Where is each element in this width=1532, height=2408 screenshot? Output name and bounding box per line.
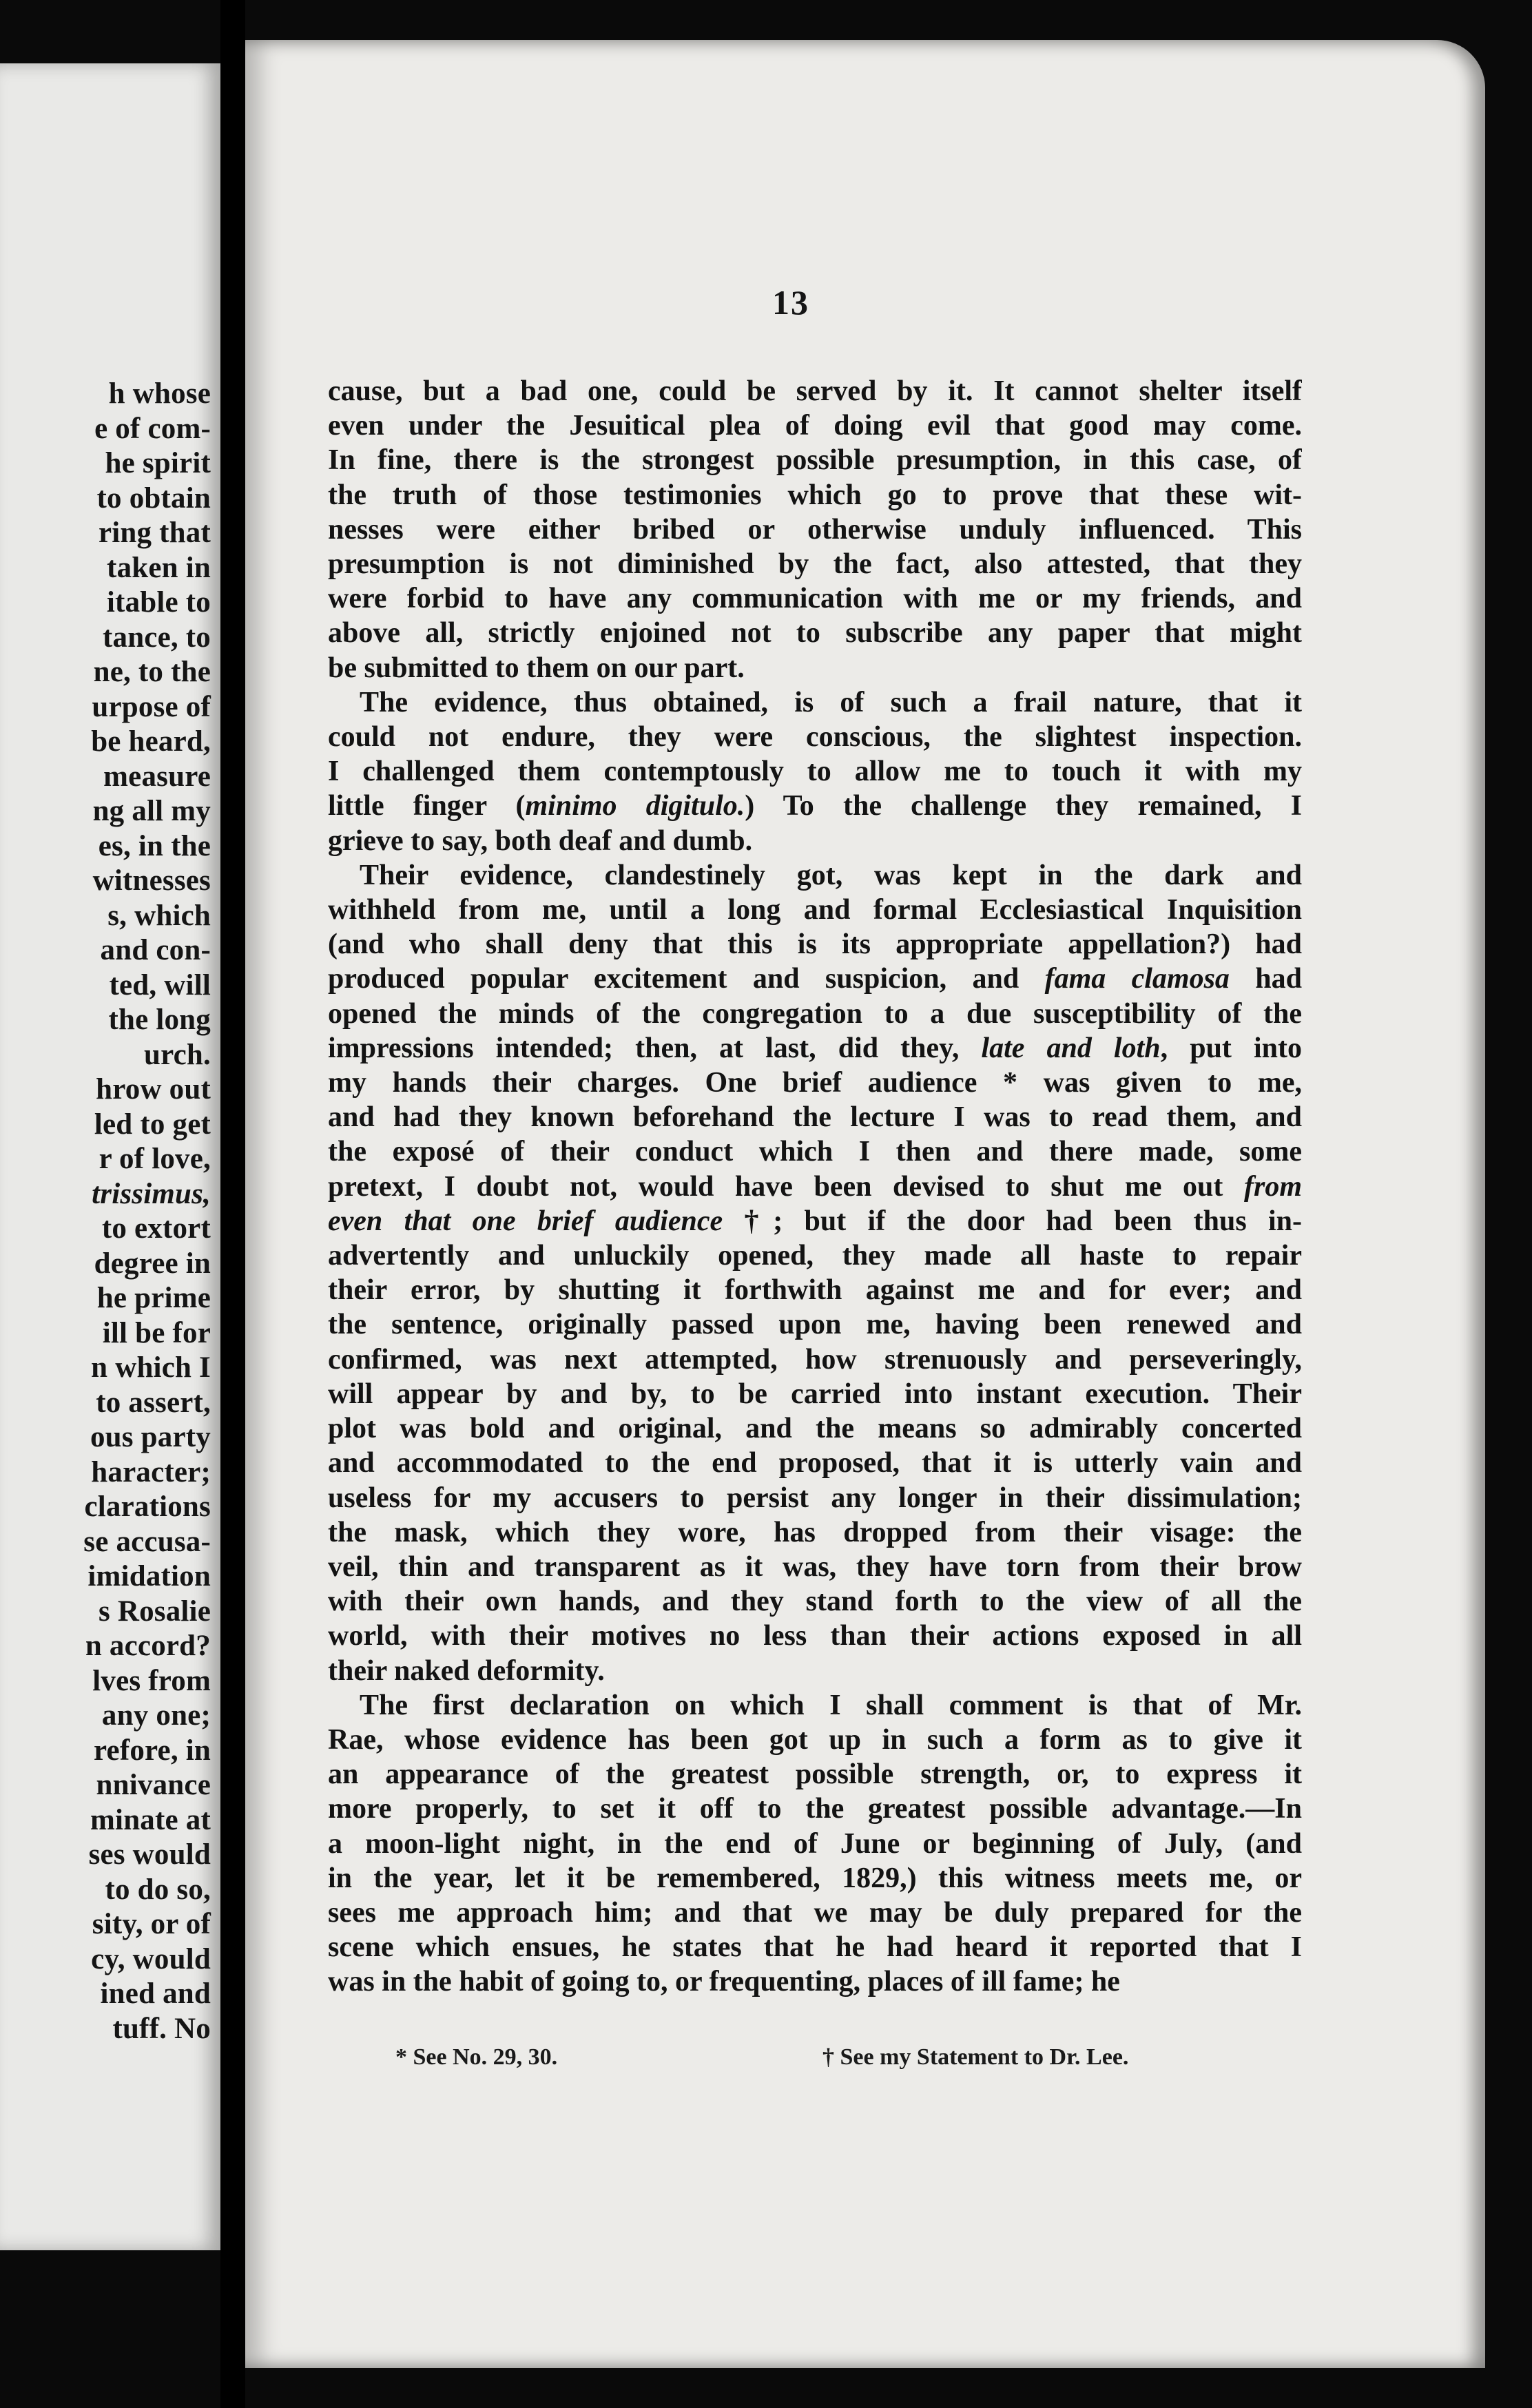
text-line: and had they known beforehand the lecture I was to read them, and bbox=[328, 1101, 1302, 1134]
text-line: their naked deformity. bbox=[328, 1654, 605, 1687]
text-line: plot was bold and original, and the means so admirably concerted bbox=[328, 1413, 1302, 1445]
text-line: nesses were either bribed or otherwise unduly influenced. This bbox=[328, 513, 1302, 546]
text-line: with their own hands, and they stand forth to the view of all the bbox=[328, 1586, 1302, 1618]
text-line: was in the habit of going to, or frequenting, places of ill fame; he bbox=[328, 1966, 1120, 1998]
text-line: Rae, whose evidence has been got up in such a form as to give it bbox=[328, 1723, 1302, 1756]
facing-page-line: hrow out bbox=[96, 1073, 211, 1106]
facing-page-line: to obtain bbox=[96, 481, 211, 515]
paragraph bbox=[328, 685, 1302, 858]
facing-page-fragment bbox=[0, 63, 220, 2250]
facing-page-line: haracter; bbox=[91, 1455, 211, 1488]
facing-page-line: be heard, bbox=[91, 725, 211, 758]
facing-page-line: cy, would bbox=[91, 1942, 211, 1975]
text-line: useless for my accusers to persist any longer in their dissimulation; bbox=[328, 1482, 1302, 1514]
facing-page-line: degree in bbox=[94, 1247, 211, 1280]
text-line: presumption is not diminished by the fact, also attested, that they bbox=[328, 548, 1302, 581]
text-line: Their evidence, clandestinely got, was kept in the dark and bbox=[360, 859, 1302, 891]
facing-page-line: tance, to bbox=[102, 621, 211, 654]
text-line: even under the Jesuitical plea of doing evil that good may come. bbox=[328, 410, 1302, 442]
text-line: the truth of those testimonies which go to prove that these wit- bbox=[328, 479, 1302, 511]
facing-page-line: s Rosalie bbox=[98, 1595, 211, 1628]
facing-page-line: sity, or of bbox=[92, 1908, 211, 1940]
text-line: even that one brief audience †; but if the door had been thus in- bbox=[328, 1205, 1302, 1237]
text-line: scene which ensues, he states that he had heard it reported that I bbox=[328, 1931, 1302, 1964]
facing-page-line: measure bbox=[103, 760, 211, 793]
paragraph bbox=[328, 858, 1302, 1688]
text-line: in the year, let it be remembered, 1829,) this witness meets me, or bbox=[328, 1862, 1302, 1894]
text-line: impressions intended; then, at last, did they, late and loth, put into bbox=[328, 1032, 1302, 1064]
text-line: In fine, there is the strongest possible presumption, in this case, of bbox=[328, 444, 1302, 477]
facing-page-line: n which I bbox=[91, 1351, 211, 1384]
facing-page-line: ined and bbox=[100, 1978, 211, 2010]
text-line: the mask, which they wore, has dropped from their visage: the bbox=[328, 1516, 1302, 1548]
text-line: and accommodated to the end proposed, that it is utterly vain and bbox=[328, 1447, 1302, 1480]
facing-page-line: r of love, bbox=[99, 1143, 211, 1175]
text-line: I challenged them contemptously to allow me to touch it with my bbox=[328, 756, 1302, 788]
facing-page-line: ng all my bbox=[92, 795, 211, 827]
facing-page-line: es, in the bbox=[98, 829, 211, 862]
facing-page-line: ring that bbox=[98, 517, 211, 549]
facing-page-line: se accusa- bbox=[83, 1525, 211, 1558]
footnote-see-no: * See No. 29, 30. bbox=[395, 2044, 558, 2070]
facing-page-line: tuff. No bbox=[112, 2012, 211, 2045]
facing-page-line: itable to bbox=[106, 586, 211, 619]
text-line: above all, strictly enjoined not to subscribe any paper that might bbox=[328, 617, 1302, 650]
text-line: confirmed, was next attempted, how strenuously and perseveringly, bbox=[328, 1343, 1302, 1376]
text-line: withheld from me, until a long and formal Ecclesiastical Inquisition bbox=[328, 894, 1302, 926]
text-line: The evidence, thus obtained, is of such a frail nature, that it bbox=[360, 686, 1302, 718]
facing-page-line: imidation bbox=[87, 1560, 211, 1592]
text-line: the sentence, originally passed upon me, having been renewed and bbox=[328, 1309, 1302, 1341]
facing-page-line: nnivance bbox=[96, 1769, 211, 1801]
text-line: produced popular excitement and suspicion, and fama clamosa had bbox=[328, 963, 1302, 995]
facing-page-line: minate at bbox=[90, 1803, 211, 1836]
text-line: opened the minds of the congregation to a due susceptibility of the bbox=[328, 997, 1302, 1030]
paragraph bbox=[328, 1688, 1302, 2000]
facing-page-line: n accord? bbox=[85, 1630, 211, 1662]
facing-page-line: lves from bbox=[92, 1664, 211, 1697]
facing-page-line: and con- bbox=[100, 934, 211, 966]
facing-page-line: refore, in bbox=[94, 1734, 211, 1767]
facing-page-line: ted, will bbox=[109, 968, 211, 1001]
book-gutter bbox=[220, 0, 245, 2408]
body-text bbox=[328, 374, 1302, 2000]
facing-page-line: to do so, bbox=[105, 1873, 211, 1906]
text-line: more properly, to set it off to the greatest possible advantage.—In bbox=[328, 1793, 1302, 1825]
text-line: were forbid to have any communication with me or my friends, and bbox=[328, 583, 1302, 615]
facing-page-line: ne, to the bbox=[93, 656, 211, 688]
facing-page-line: s, which bbox=[107, 899, 211, 932]
text-line: pretext, I doubt not, would have been devised to shut me out from bbox=[328, 1170, 1302, 1203]
facing-page-line: he spirit bbox=[105, 447, 211, 479]
text-line: The first declaration on which I shall comment is that of Mr. bbox=[360, 1689, 1302, 1721]
facing-page-line: clarations bbox=[84, 1491, 211, 1523]
facing-page-line: e of com- bbox=[94, 412, 211, 445]
text-line: an appearance of the greatest possible strength, or, to express it bbox=[328, 1758, 1302, 1791]
text-line: world, with their motives no less than their actions exposed in all bbox=[328, 1620, 1302, 1652]
text-line: sees me approach him; and that we may be duly prepared for the bbox=[328, 1896, 1302, 1929]
facing-page-line: ses would bbox=[88, 1838, 211, 1871]
facing-page-line: taken in bbox=[107, 551, 211, 584]
facing-page-line: to assert, bbox=[96, 1386, 211, 1419]
facing-page-line: h whose bbox=[108, 377, 211, 410]
facing-page-line: ous party bbox=[90, 1421, 211, 1453]
facing-page-line: any one; bbox=[101, 1699, 211, 1732]
text-line: advertently and unluckily opened, they made all haste to repair bbox=[328, 1240, 1302, 1272]
footnote-statement: † See my Statement to Dr. Lee. bbox=[822, 2044, 1129, 2070]
text-line: their error, by shutting it forthwith against me and for ever; and bbox=[328, 1274, 1302, 1307]
facing-page-line: witnesses bbox=[92, 864, 211, 897]
facing-page-line: to extort bbox=[101, 1212, 211, 1245]
facing-page-line: he prime bbox=[96, 1282, 211, 1314]
facing-page-text bbox=[0, 377, 211, 2046]
facing-page-line: ill be for bbox=[102, 1316, 211, 1349]
paragraph bbox=[328, 374, 1302, 685]
facing-page-line: urpose of bbox=[92, 690, 211, 723]
text-line: grieve to say, both deaf and dumb. bbox=[328, 824, 753, 857]
text-line: (and who shall deny that this is its appropriate appellation?) had bbox=[328, 928, 1302, 961]
text-line: could not endure, they were conscious, the slightest inspection. bbox=[328, 721, 1302, 754]
facing-page-line: the long bbox=[108, 1004, 211, 1036]
text-line: the exposé of their conduct which I then and there made, some bbox=[328, 1136, 1302, 1168]
facing-page-line: urch. bbox=[144, 1038, 211, 1071]
text-line: be submitted to them on our part. bbox=[328, 652, 745, 684]
text-line: veil, thin and transparent as it was, they have torn from their brow bbox=[328, 1550, 1302, 1583]
facing-page-line: led to get bbox=[94, 1108, 211, 1141]
text-line: little finger (minimo digitulo.) To the challenge they remained, I bbox=[328, 790, 1302, 822]
page-number: 13 bbox=[772, 283, 809, 322]
text-line: cause, but a bad one, could be served by it. It cannot shelter itself bbox=[328, 375, 1302, 407]
facing-page-line: trissimus, bbox=[92, 1177, 211, 1210]
text-line: my hands their charges. One brief audience * was given to me, bbox=[328, 1067, 1302, 1099]
text-line: will appear by and by, to be carried into instant execution. Their bbox=[328, 1378, 1302, 1410]
text-line: a moon-light night, in the end of June or beginning of July, (and bbox=[328, 1827, 1302, 1860]
footnotes bbox=[328, 2044, 1302, 2086]
